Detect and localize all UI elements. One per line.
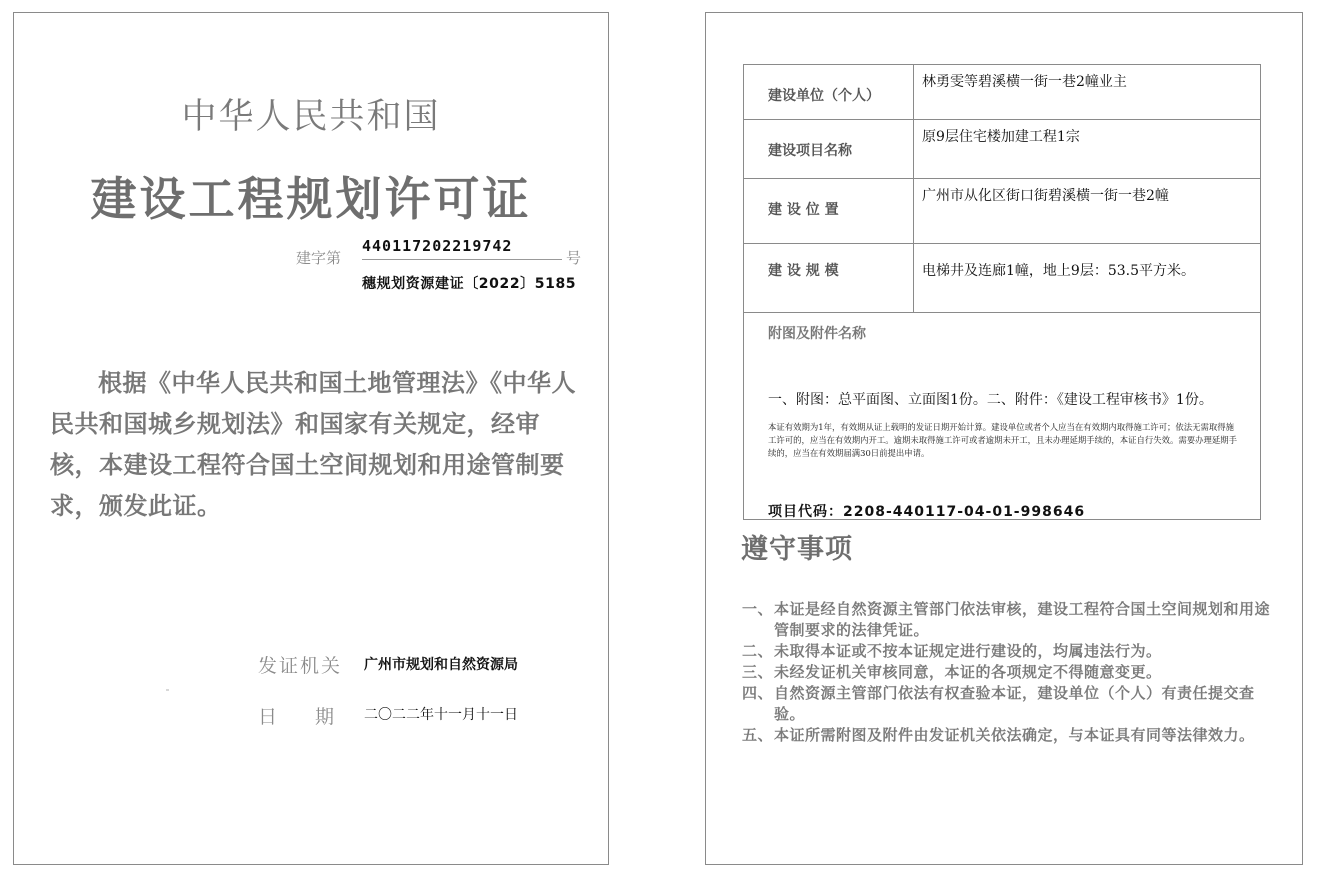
- list-item: [742, 662, 1270, 683]
- rule-number: 二、: [742, 642, 774, 660]
- date-label-char-1: 日: [258, 706, 278, 728]
- serial-suffix: 号: [566, 249, 582, 267]
- rule-text: 未经发证机关审核同意，本证的各项规定不得随意变更。: [774, 663, 1162, 681]
- serial-label: 建字第: [296, 249, 342, 267]
- list-item: [742, 641, 1270, 662]
- scan-speck: [166, 689, 169, 691]
- row-label: 建 设 规 模: [744, 244, 914, 313]
- legal-basis-text: 根据《中华人民共和国土地管理法》《中华人民共和国城乡规划法》和国家有关规定，经审核，本建设工程符合国土空间规划和用途管制要求，颁发此证。: [50, 369, 576, 520]
- table-row: [744, 244, 1261, 313]
- issuer-value: 广州市规划和自然资源局: [364, 657, 518, 673]
- notice-rules-list: [742, 599, 1270, 746]
- table-row: [744, 179, 1261, 244]
- project-code: 项目代码：2208-440117-04-01-998646: [768, 504, 1086, 520]
- certificate-cover-page: [13, 12, 609, 865]
- attachments-label: 附图及附件名称: [768, 326, 866, 342]
- notice-title: 遵守事项: [741, 534, 853, 565]
- row-label: 建 设 位 置: [744, 179, 914, 244]
- row-value: 林勇雯等碧溪横一街一巷2幢业主: [914, 65, 1261, 120]
- date-label: [258, 702, 334, 729]
- attachments-row: [744, 313, 1261, 520]
- rule-number: 一、: [742, 600, 774, 618]
- attachments-text: 一、附图：总平面图、立面图1份。二、附件：《建设工程审核书》1份。: [768, 392, 1213, 408]
- issue-date: 二〇二二年十一月十一日: [364, 707, 518, 723]
- issuer-label: 发证机关: [258, 655, 343, 677]
- validity-note: 本证有效期为1年，有效期从证上载明的发证日期开始计算。建设单位或者个人应当在有效期内取得施工许可；依法无需取得施工许可的，应当在有效期内开工。逾期未取得施工许可或者逾期未开工，且未办理延期手续的，本证自行失效。需要办理延期手续的，应当在有效期届满30日前提出申请。: [768, 422, 1237, 458]
- serial-number: 440117202219742: [362, 237, 562, 260]
- permit-number: 穗规划资源建证〔2022〕5185: [362, 276, 577, 292]
- rule-number: 四、: [742, 684, 774, 702]
- list-item: [742, 683, 1270, 725]
- country-name: 中华人民共和国: [181, 97, 441, 137]
- date-label-char-2: 期: [315, 706, 335, 728]
- project-info-table: [743, 64, 1261, 520]
- rule-text: 本证所需附图及附件由发证机关依法确定，与本证具有同等法律效力。: [774, 726, 1255, 744]
- certificate-detail-page: [705, 12, 1303, 865]
- list-item: [742, 599, 1270, 641]
- rule-number: 三、: [742, 663, 774, 681]
- list-item: [742, 725, 1270, 746]
- certificate-title: 建设工程规划许可证: [90, 172, 532, 226]
- row-value: 电梯井及连廊1幢，地上9层：53.5平方米。: [914, 244, 1261, 313]
- table-row: [744, 65, 1261, 120]
- row-value: 原9层住宅楼加建工程1宗: [914, 120, 1261, 179]
- rule-text: 本证是经自然资源主管部门依法审核，建设工程符合国土空间规划和用途管制要求的法律凭证。: [774, 600, 1271, 639]
- attachments-cell: [744, 313, 1261, 520]
- rule-number: 五、: [742, 726, 774, 744]
- row-label: 建设项目名称: [744, 120, 914, 179]
- rule-text: 未取得本证或不按本证规定进行建设的，均属违法行为。: [774, 642, 1162, 660]
- row-value: 广州市从化区街口街碧溪横一街一巷2幢: [914, 179, 1261, 244]
- table-row: [744, 120, 1261, 179]
- row-label: 建设单位（个人）: [744, 65, 914, 120]
- rule-text: 自然资源主管部门依法有权查验本证，建设单位（个人）有责任提交查验。: [774, 684, 1255, 723]
